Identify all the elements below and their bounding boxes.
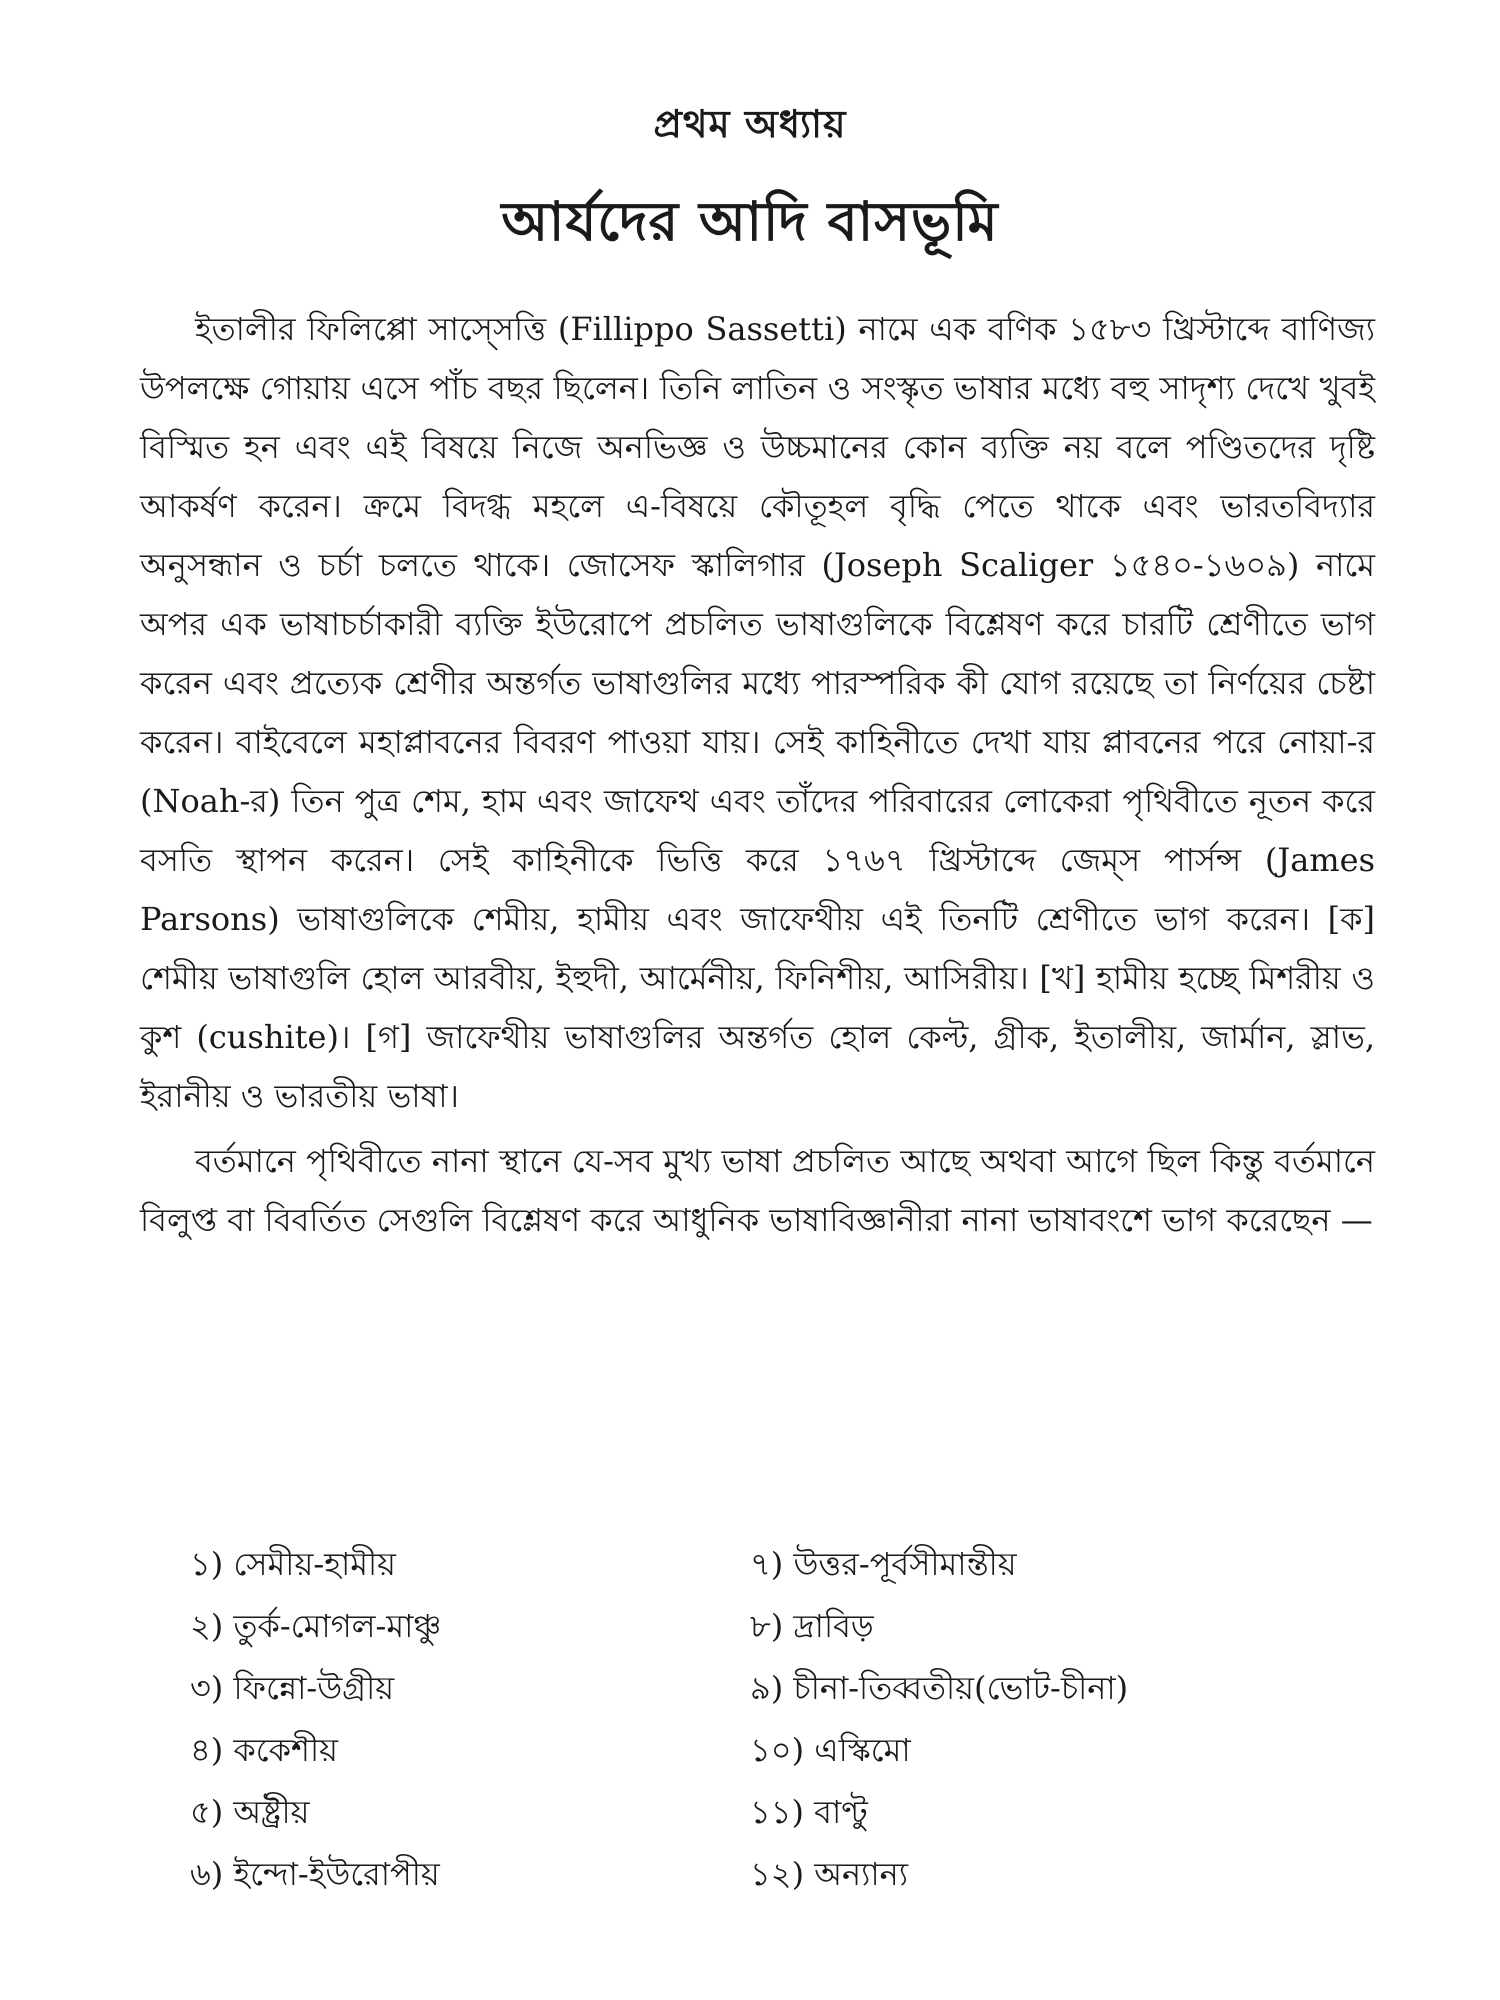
paragraph-2: বর্তমানে পৃথিবীতে নানা স্থানে যে-সব মুখ্য ভাষা প্রচলিত আছে অথবা আগে ছিল কিন্তু বর্তমানে বিলুপ্ত বা বিবর্তিত সেগুলি বিশ্লেষণ করে আধুনিক ভাষাবিজ্ঞানীরা নানা ভাষাবংশে ভাগ করেছেন — (140, 1142, 1375, 1239)
list-item: ৫) অষ্ট্রীয় (190, 1793, 310, 1831)
list-item: ২) তুর্ক-মোগল-মাঞ্চু (190, 1607, 442, 1645)
list-item: ১২) অন্যান্য (750, 1855, 908, 1893)
list-item: ৮) দ্রাবিড় (750, 1607, 874, 1645)
list-item: ৪) ককেশীয় (190, 1731, 338, 1769)
list-item: ১০) এস্কিমো (750, 1731, 911, 1769)
list-item: ১১) বাণ্টু (750, 1793, 868, 1831)
paragraph-1: ইতালীর ফিলিপ্পো সাস্সেত্তি (Fillippo Sassetti) নামে এক বণিক ১৫৮৩ খ্রিস্টাব্দে বাণিজ্য উপলক্ষে গোয়ায় এসে পাঁচ বছর ছিলেন। তিনি লাতিন ও সংস্কৃত ভাষার মধ্যে বহু সাদৃশ্য দেখে খুবই বিস্মিত হন এবং এই বিষয়ে নিজে অনভিজ্ঞ ও উচ্চমানের কোন ব্যক্তি নয় বলে পণ্ডিতদের দৃষ্টি আকর্ষণ করেন। ক্রমে বিদগ্ধ মহলে এ-বিষয়ে কৌতূহল বৃদ্ধি পেতে থাকে এবং ভারতবিদ্যার অনুসন্ধান ও চর্চা চলতে থাকে। জোসেফ স্কালিগার (Joseph Scaliger ১৫৪০-১৬০৯) নামে অপর এক ভাষাচর্চাকারী ব্যক্তি ইউরোপে প্রচলিত ভাষাগুলিকে বিশ্লেষণ করে চারটি শ্রেণীতে ভাগ করেন এবং প্রত্যেক শ্রেণীর অন্তর্গত ভাষাগুলির মধ্যে পারস্পরিক কী যোগ রয়েছে তা নির্ণয়ের চেষ্টা করেন। বাইবেলে মহাপ্লাবনের বিবরণ পাওয়া যায়। সেই কাহিনীতে দেখা যায় প্লাবনের পরে নোয়া-র (Noah-র) তিন পুত্র শেম, হাম এবং জাফেথ এবং তাঁদের পরিবারের লোকেরা পৃথিবীতে নূতন করে বসতি স্থাপন করেন। সেই কাহিনীকে ভিত্তি করে ১৭৬৭ খ্রিস্টাব্দে জেম্স পার্সন্স (James Parsons) ভাষাগুলিকে শেমীয়, হামীয় এবং জাফেথীয় এই তিনটি শ্রেণীতে ভাগ করেন। [ক] শেমীয় ভাষাগুলি হোল আরবীয়, ইহুদী, আর্মেনীয়, ফিনিশীয়, আসিরীয়। [খ] হামীয় হচ্ছে মিশরীয় ও কুশ (cushite)। [গ] জাফেথীয় ভাষাগুলির অন্তর্গত হোল কেল্ট, গ্রীক, ইতালীয়, জার্মান, স্লাভ, ইরানীয় ও ভারতীয় ভাষা। (140, 310, 1375, 1115)
list-item: ১) সেমীয়-হামীয় (190, 1545, 396, 1583)
chapter-label: প্রথম অধ্যায় (653, 101, 847, 146)
list-item: ৯) চীনা-তিব্বতীয়(ভোট-চীনা) (750, 1669, 1129, 1707)
list-item: ৩) ফিন্নো-উগ্রীয় (190, 1669, 395, 1707)
body-text (140, 300, 1375, 1256)
list-item: ৭) উত্তর-পূর্বসীমান্তীয় (750, 1545, 1017, 1583)
language-family-list (190, 1533, 1290, 1905)
chapter-title: আর্যদের আদি বাসভূমি (501, 189, 999, 253)
list-item: ৬) ইন্দো-ইউরোপীয় (190, 1855, 440, 1893)
